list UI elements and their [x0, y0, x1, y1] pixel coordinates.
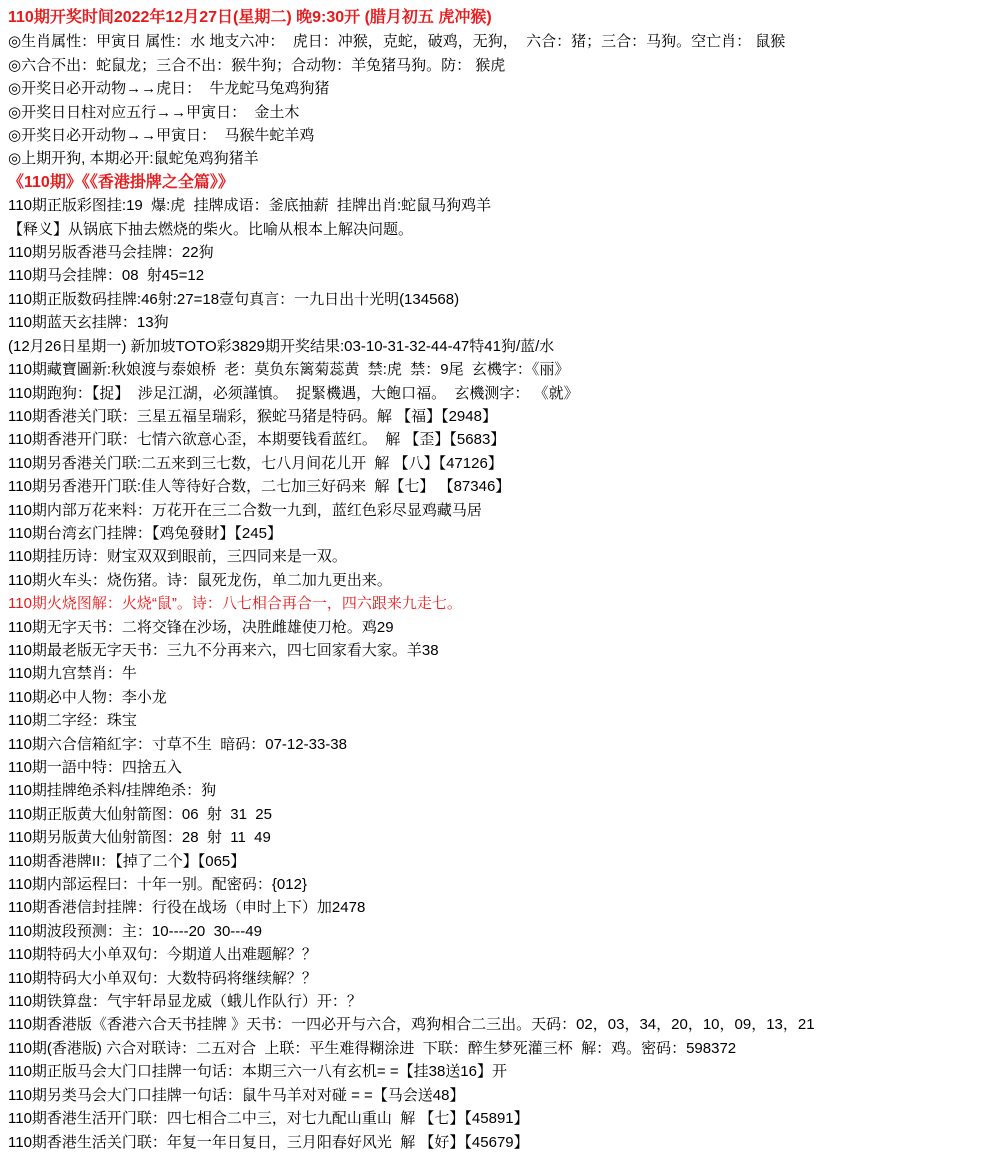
body-line-highlight: 110期火烧图解：火烧“鼠”。诗：八七相合再合一，四六跟来九走七。	[8, 595, 462, 613]
page-title: 110期开奖时间2022年12月27日(星期二) 晚9:30开 (腊月初五 虎冲猴)	[8, 9, 492, 26]
body-line: 110期香港关门联：三星五福呈瑞彩，猴蛇马猪是特码。解 【福】【2948】	[8, 407, 497, 425]
body-line: 110期香港开门联：七情六欲意心歪，本期要钱看蓝红。 解 【歪】【5683】	[8, 431, 506, 449]
header-line: ◎生肖属性：甲寅日 属性：水 地支六冲： 虎日：冲猴，克蛇，破鸡，无狗， 六合：猪；三合：马狗。空亡肖： 鼠猴	[8, 33, 786, 51]
header-line: ◎开奖日必开动物→→虎日： 牛龙蛇马兔鸡狗猪	[8, 80, 330, 98]
body-line: 110期正版彩图挂:19 爆:虎 挂牌成语：釜底抽薪 挂牌出肖:蛇鼠马狗鸡羊	[8, 197, 492, 215]
body-line: 110期特码大小单双句：大数特码将继续解？？	[8, 969, 317, 987]
header-line: ◎开奖日必开动物→→甲寅日： 马猴牛蛇羊鸡	[8, 127, 315, 145]
header-line: ◎开奖日日柱对应五行→→甲寅日： 金土木	[8, 103, 300, 121]
section-title: 《110期》《《香港掛牌之全篇》》	[8, 173, 234, 191]
body-line: 110期台湾玄门挂牌：【鸡兔發財】【245】	[8, 524, 282, 542]
body-line: 110期内部万花来料：万花开在三二合数一九到，蓝红色彩尽显鸡藏马居	[8, 501, 482, 519]
body-line: 110期另版黄大仙射箭图：28 射 11 49	[8, 829, 271, 847]
body-block	[0, 194, 1000, 1154]
body-line: 110期另类马会大门口挂牌一句话：鼠牛马羊对对碰 = =【马会送48】	[8, 1086, 465, 1104]
body-line: 110期另香港关门联:二五来到三七数，七八月间花儿开 解 【八】【47126】	[8, 454, 503, 472]
body-line: 110期藏寶圖新:秋娘渡与泰娘桥 老：莫负东篱菊蕊黄 禁:虎 禁：9尾 玄機字：《丽》	[8, 361, 570, 379]
body-line: 110期挂牌绝杀料/挂牌绝杀：狗	[8, 782, 217, 800]
body-line: 110期(香港版) 六合对联诗：二五对合 上联：平生难得糊涂进 下联：醉生梦死灌三杯 解：鸡。密码：598372	[8, 1039, 737, 1057]
body-line: 110期马会挂牌：08 射45=12	[8, 267, 205, 285]
body-line: 110期波段预测：主：10----20 30---49	[8, 922, 262, 940]
body-line: 110期香港生活开门联：四七相合二中三，对七九配山重山 解 【七】【45891】	[8, 1110, 529, 1128]
body-line: 110期一語中特：四捨五入	[8, 759, 182, 776]
body-line: 110期无字天书：二将交锋在沙场，决胜雌雄使刀枪。鸡29	[8, 618, 394, 636]
header-line: ◎六合不出：蛇鼠龙；三合不出：猴牛狗；合动物：羊兔猪马狗。防： 猴虎	[8, 56, 506, 74]
body-line: 110期铁算盘：气宇轩昂显龙威（蛾儿作队行）开：？	[8, 993, 362, 1011]
body-line: (12月26日星期一) 新加坡TOTO彩3829期开奖结果:03-10-31-32-44-47特41狗/蓝/水	[8, 337, 555, 355]
header-block	[0, 30, 1000, 170]
body-line: 110期九宫禁肖：牛	[8, 665, 137, 683]
body-line: 110期香港版《香港六合天书挂牌 》天书：一四必开与六合，鸡狗相合二三出。天码：02，03，34，20，10，09，13，21	[8, 1016, 815, 1034]
body-line: 110期火车头：烧伤猪。诗：鼠死龙伤，单二加九更出来。	[8, 571, 392, 589]
body-line: 110期蓝天玄挂牌：13狗	[8, 314, 169, 332]
body-line: 【释义】从锅底下抽去燃烧的柴火。比喻从根本上解决问题。	[8, 220, 414, 238]
body-line: 110期二字经：珠宝	[8, 712, 137, 730]
body-line: 110期最老版无字天书：三九不分再来六，四七回家看大家。羊38	[8, 641, 439, 659]
body-line: 110期正版黄大仙射箭图：06 射 31 25	[8, 805, 272, 823]
body-line: 110期正版数码挂牌:46射:27=18壹句真言：一九日出十光明(134568)	[8, 290, 460, 308]
body-line: 110期香港牌II：【掉了二个】【065】	[8, 852, 246, 870]
body-line: 110期另版香港马会挂牌：22狗	[8, 244, 214, 262]
body-line: 110期另香港开门联:佳人等待好合数，二七加三好码来 解【七】 【87346】	[8, 478, 511, 496]
body-line: 110期香港信封挂牌：行役在战场（申时上下）加2478	[8, 899, 366, 917]
body-line: 110期香港生活关门联：年复一年日复日，三月阳春好风光 解 【好】【45679】	[8, 1133, 529, 1151]
body-line: 110期正版马会大门口挂牌一句话：本期三六一八有玄机= =【挂38送16】开	[8, 1063, 507, 1081]
body-line: 110期特码大小单双句：今期道人出难题解？？	[8, 946, 317, 964]
body-line: 110期内部运程曰：十年一别。配密码：{012}	[8, 876, 307, 894]
body-line: 110期必中人物：李小龙	[8, 688, 167, 706]
header-line: ◎上期开狗, 本期必开:鼠蛇兔鸡狗猪羊	[8, 150, 259, 168]
body-line: 110期挂历诗：财宝双双到眼前，三四同来是一双。	[8, 548, 347, 566]
body-line: 110期六合信箱紅字：寸草不生 暗码：07-12-33-38	[8, 735, 347, 753]
body-line: 110期跑狗：【捉】 涉足江湖，必须謹慎。 捉緊機遇，大飽口福。 玄機测字： 《就》	[8, 384, 579, 402]
